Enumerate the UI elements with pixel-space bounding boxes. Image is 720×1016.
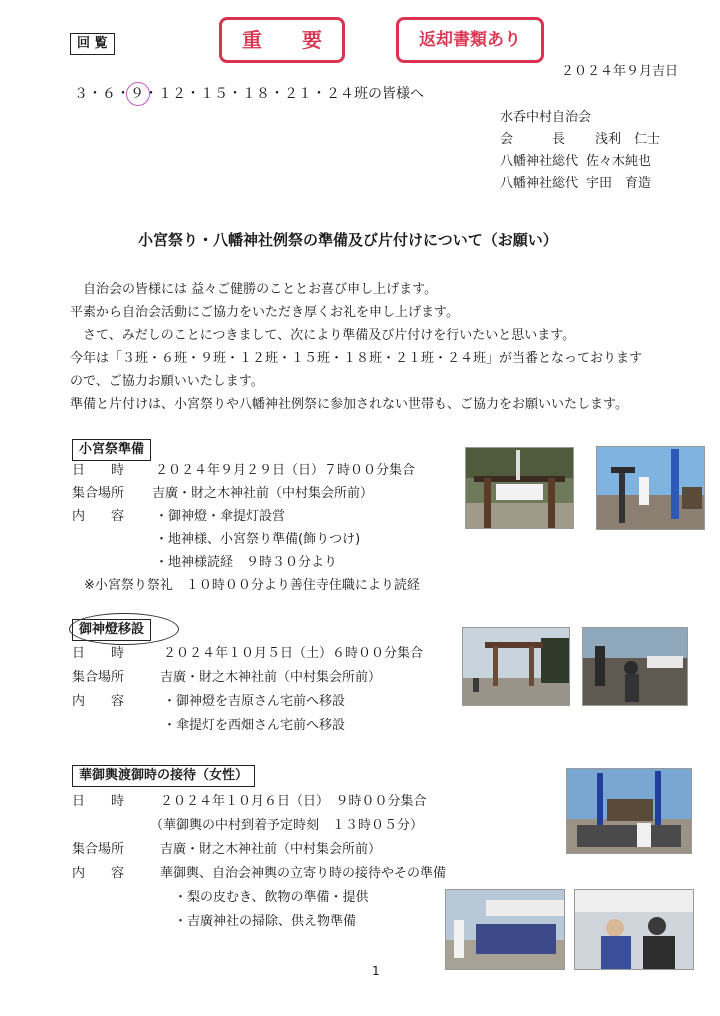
sender-name: 佐々木純也	[586, 154, 652, 169]
circle-mark	[126, 82, 150, 106]
important-stamp: 重 要	[219, 17, 345, 63]
photo-hospitality	[574, 889, 694, 970]
row-label: 日 時	[72, 463, 125, 478]
row-value: （華御輿の中村到着予定時刻 １３時０５分）	[150, 818, 424, 833]
row-value: 吉廣・財之木神社前（中村集会所前）	[152, 486, 374, 501]
intro-line: 自治会の皆様には 益々ご健勝のこととお喜び申し上げます。	[70, 282, 438, 297]
row-label: 日 時	[72, 794, 125, 809]
row-value: ・吉廣神社の掃除、供え物準備	[174, 914, 357, 929]
intro-line: さて、みだしのことにつきまして、次により準備及び片付けを行いたいと思います。	[70, 328, 576, 343]
page-number: 1	[372, 964, 380, 978]
row-value: ２０２４年１０月５日（土）６時００分集合	[163, 646, 424, 661]
row-value: 吉廣・財之木神社前（中村集会所前）	[160, 842, 382, 857]
row-value: ・梨の皮むき、飲物の準備・提供	[174, 890, 369, 905]
intro-line: 今年は「３班・６班・９班・１２班・１５班・１８班・２１班・２４班」が当番となっております	[70, 351, 643, 366]
sender-name: 宇田 育造	[586, 176, 652, 191]
sender-org: 水呑中村自治会	[500, 110, 592, 125]
intro-line: 準備と片付けは、小宮祭りや八幡神社例祭に参加されない世帯も、ご協力をお願いいたします。	[70, 397, 628, 412]
row-value: ・御神燈・傘提灯設営	[155, 509, 286, 524]
row-label: 集合場所	[72, 486, 125, 501]
photo-procession	[566, 768, 692, 854]
photo-shrine-gate	[465, 447, 574, 529]
circulation-label: 回 覧	[70, 33, 115, 55]
row-value: ・地神様読経 ９時３０分より	[155, 555, 338, 570]
row-label: 集合場所	[72, 670, 125, 685]
section-heading: 華御輿渡御時の接待（女性）	[72, 765, 255, 787]
document-title: 小宮祭り・八幡神社例祭の準備及び片付けについて（お願い）	[138, 231, 558, 249]
section-note: ※小宮祭り祭礼 １０時００分より善住寺住職により読経	[84, 578, 420, 593]
row-value: 華御輿、自治会神輿の立寄り時の接待やその準備	[160, 866, 447, 881]
recipients-line: ３・６・９・１２・１５・１８・２１・２４班の皆様へ	[74, 86, 424, 102]
row-label: 内 容	[72, 509, 125, 524]
intro-line: ので、ご協力お願いいたします。	[70, 374, 264, 389]
photo-torii-street	[462, 627, 570, 706]
sender-role: 八幡神社総代	[500, 176, 579, 191]
row-value: ２０２４年１０月６日（日） ９時００分集合	[160, 794, 427, 809]
sender-role: 八幡神社総代	[500, 154, 579, 169]
sender-name: 浅利 仁士	[595, 132, 661, 147]
row-value: ２０２４年９月２９日（日）７時００分集合	[155, 463, 416, 478]
hand-drawn-oval	[69, 613, 179, 645]
section-heading: 小宮祭準備	[72, 439, 151, 461]
row-label: 日 時	[72, 646, 125, 661]
section-heading: 御神燈移設	[72, 619, 151, 641]
row-value: ・地神様、小宮祭り準備(飾りつけ)	[155, 532, 361, 547]
photo-lantern-banners	[596, 446, 705, 530]
photo-crowd-tent	[445, 889, 565, 970]
intro-line: 平素から自治会活動にご協力をいただき厚くお礼を申し上げます。	[70, 305, 459, 320]
row-label: 内 容	[72, 866, 125, 881]
issue-date: ２０２４年９月吉日	[561, 64, 679, 79]
row-label: 集合場所	[72, 842, 125, 857]
row-value: ・御神燈を吉原さん宅前へ移設	[163, 694, 346, 709]
row-label: 内 容	[72, 694, 125, 709]
row-value: 吉廣・財之木神社前（中村集会所前）	[160, 670, 382, 685]
row-value: ・傘提灯を西畑さん宅前へ移設	[163, 718, 346, 733]
photo-workers	[582, 627, 688, 706]
return-documents-stamp: 返却書類あり	[396, 17, 544, 63]
sender-role: 会 長	[500, 132, 566, 147]
